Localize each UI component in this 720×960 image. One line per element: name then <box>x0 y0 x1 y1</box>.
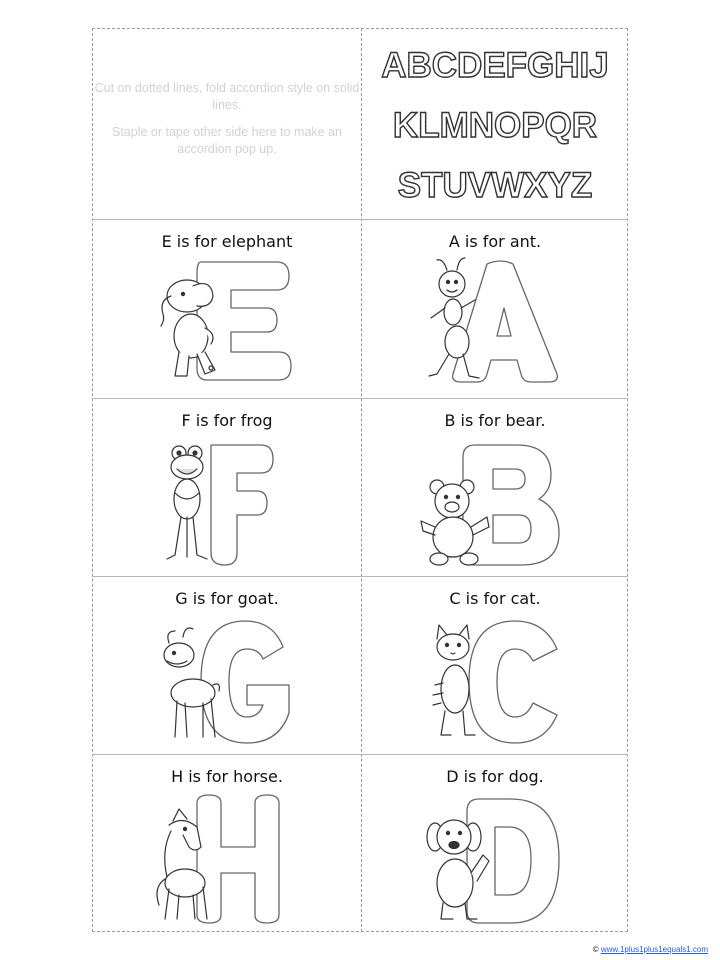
alphabet-row-2: KLMNOPQR <box>362 96 628 156</box>
letter-h-illustration <box>149 791 309 927</box>
card-caption: E is for elephant <box>161 232 293 251</box>
letter-e-illustration <box>149 256 309 392</box>
instruction-cut-fold: Cut on dotted lines, fold accordion style on solid lines. <box>94 81 360 112</box>
letter-a-illustration <box>417 256 577 392</box>
card-g-goat <box>94 577 360 753</box>
card-c-cat <box>362 577 628 753</box>
card-caption: A is for ant. <box>448 232 542 251</box>
alphabet-panel <box>362 36 628 216</box>
card-a-ant <box>362 220 628 396</box>
instruction-staple: Staple or tape other side here to make an accordion pop up. <box>111 125 342 156</box>
letter-b-illustration <box>417 435 577 571</box>
card-f-frog <box>94 399 360 575</box>
alphabet-row-1: ABCDEFGHIJ <box>362 36 628 96</box>
card-caption: G is for goat. <box>175 589 279 608</box>
card-caption: F is for frog <box>181 411 273 430</box>
frog-icon <box>167 446 207 559</box>
card-e-elephant <box>94 220 360 396</box>
card-d-dog <box>362 755 628 931</box>
copyright-footer <box>593 945 708 954</box>
card-caption: D is for dog. <box>446 767 544 786</box>
letter-d-illustration <box>417 791 577 927</box>
card-caption: C is for cat. <box>449 589 541 608</box>
letter-g-illustration <box>149 613 309 749</box>
letter-c-illustration <box>417 613 577 749</box>
alphabet-row-3: STUVWXYZ <box>362 156 628 216</box>
elephant-icon <box>161 280 215 376</box>
letter-f-illustration <box>149 435 309 571</box>
card-caption: B is for bear. <box>444 411 546 430</box>
card-h-horse <box>94 755 360 931</box>
card-b-bear <box>362 399 628 575</box>
card-caption: H is for horse. <box>171 767 283 786</box>
copyright-symbol: © <box>592 945 599 954</box>
instructions-panel <box>94 80 360 168</box>
website-link[interactable]: www.1plus1plus1equals1.com <box>600 945 708 954</box>
